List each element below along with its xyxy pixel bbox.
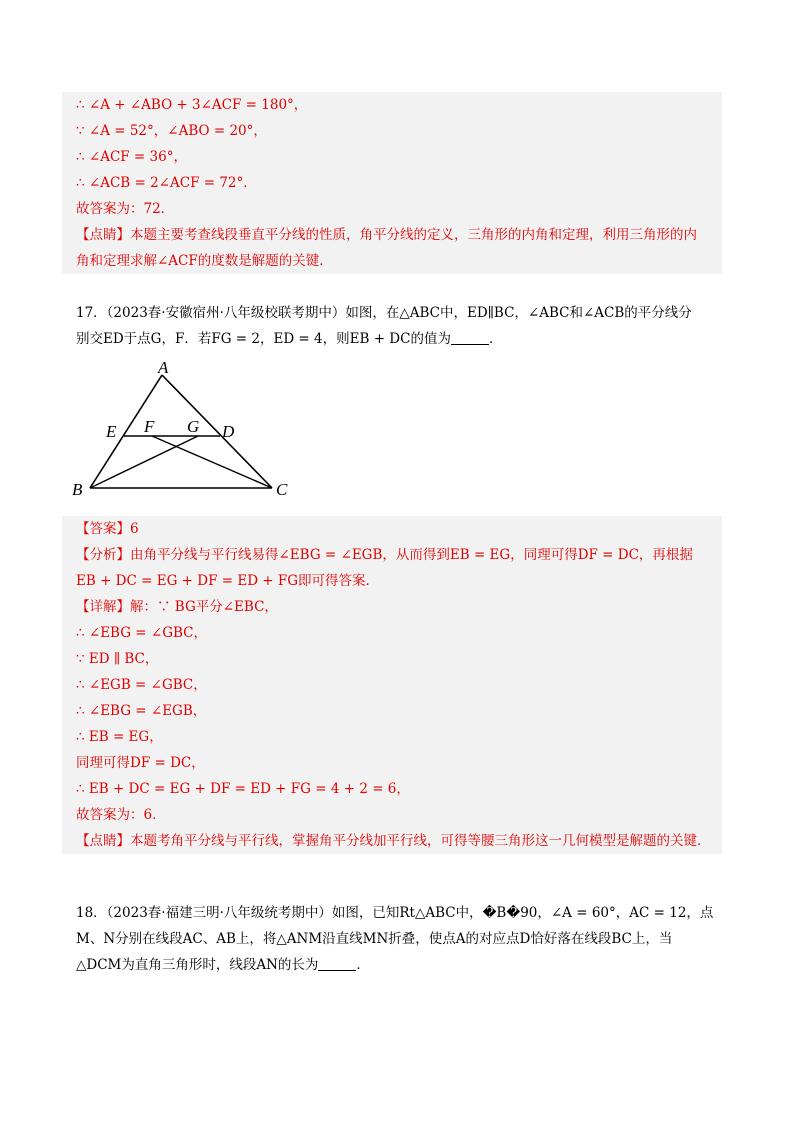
- question-17: [76, 300, 726, 352]
- question-text: ．: [356, 957, 370, 973]
- segment-cf: [152, 436, 272, 488]
- solution-line: ∴ ∠ACB = 2∠ACF = 72°．: [76, 175, 257, 191]
- analysis-line: 【分析】由角平分线与平行线易得∠EBG = ∠EGB，从而得到EB = EG，同理可得DF = DC，再根据: [76, 547, 693, 563]
- comment-line: 角和定理求解∠ACF的度数是解题的关键．: [76, 253, 333, 269]
- question-line: 17．（2023春·安徽宿州·八年级校联考期中）如图，在△ABC中，ED∥BC，∠ABC和∠ACB的平分线分: [76, 305, 692, 321]
- label-c: C: [276, 480, 288, 499]
- question-text: △DCM为直角三角形时，线段AN的长为: [76, 957, 319, 973]
- comment-line: 【点睛】本题主要考查线段垂直平分线的性质，角平分线的定义，三角形的内角和定理，利用三角形的内: [76, 227, 697, 243]
- solution-line: ∵ ∠A = 52°，∠ABO = 20°，: [76, 123, 267, 139]
- comment-line: 【点睛】本题考角平分线与平行线，掌握角平分线加平行线，可得等腰三角形这一几何模型是解题的关键．: [76, 833, 711, 849]
- label-b: B: [72, 480, 83, 499]
- solution-line: ∴ ∠ACF = 36°，: [76, 149, 187, 165]
- solution-block-16: [62, 92, 722, 274]
- question-18: [76, 900, 726, 978]
- answer-line: 故答案为：72．: [76, 201, 175, 217]
- question-text: 别交ED于点G，F．若FG = 2，ED = 4，则EB + DC的值为: [76, 331, 451, 347]
- analysis-line: EB + DC = EG + DF = ED + FG即可得答案．: [76, 573, 380, 589]
- answer-line: 【答案】6: [76, 521, 139, 537]
- solution-line: 【详解】解：∵ BG平分∠EBC，: [76, 599, 278, 615]
- solution-line: ∴ ∠EGB = ∠GBC，: [76, 677, 207, 693]
- question-line: [76, 952, 726, 978]
- question-line: M、N分别在线段AC、AB上，将△ANM沿直线MN折叠，使点A的对应点D恰好落在线段BC上，当: [76, 931, 673, 947]
- answer-blank: [318, 956, 356, 971]
- solution-block-17: [62, 516, 722, 854]
- solution-line: 同理可得DF = DC，: [76, 755, 205, 771]
- solution-line: ∴ ∠EBG = ∠EGB，: [76, 703, 207, 719]
- label-f: F: [144, 417, 155, 436]
- question-line: 18．（2023春·福建三明·八年级统考期中）如图，已知Rt△ABC中，�B�90，∠A = 60°，AC = 12，点: [76, 905, 714, 921]
- answer-line: 故答案为：6．: [76, 807, 166, 823]
- solution-line: ∵ ED ∥ BC，: [76, 651, 159, 667]
- label-a: A: [158, 360, 169, 377]
- question-text: ．: [488, 331, 503, 347]
- label-d: D: [222, 422, 235, 441]
- side-ac: [162, 375, 272, 488]
- triangle-figure: [66, 360, 306, 505]
- question-line: [76, 326, 726, 352]
- answer-blank: [451, 330, 489, 345]
- label-g: G: [187, 417, 200, 436]
- solution-line: ∴ EB + DC = EG + DF = ED + FG = 4 + 2 = 6，: [76, 781, 410, 797]
- solution-line: ∴ ∠A + ∠ABO + 3∠ACF = 180°，: [76, 97, 308, 113]
- label-e: E: [106, 422, 117, 441]
- solution-line: ∴ ∠EBG = ∠GBC，: [76, 625, 207, 641]
- solution-line: ∴ EB = EG，: [76, 729, 163, 745]
